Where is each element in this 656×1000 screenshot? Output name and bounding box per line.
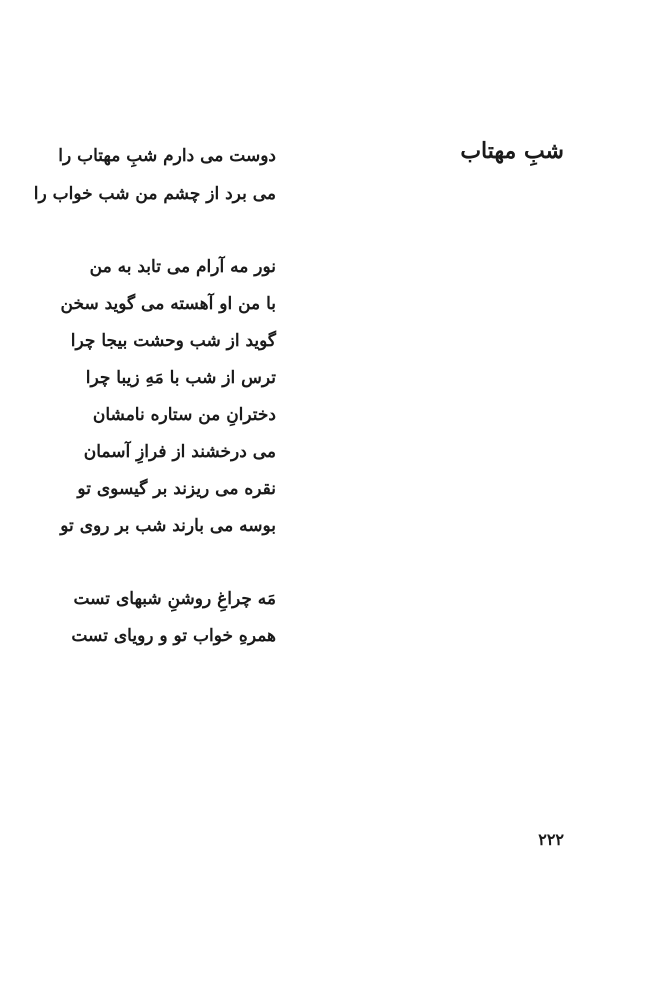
poem-line: می درخشند از فرازِ آسمان	[83, 442, 276, 462]
poem-line: می برد از چشم من شب خواب را	[33, 184, 276, 204]
poem-line: همرهِ خواب تو و رویای تست	[71, 626, 276, 646]
poem-line: گوید از شب وحشت بیجا چرا	[70, 331, 276, 351]
poem-line: با من او آهسته می گوید سخن	[60, 294, 276, 314]
poem-line: بوسه می بارند شب بر روی تو	[60, 516, 276, 536]
poem-line: نور مه آرام می تابد به من	[89, 257, 276, 277]
poem-title: شبِ مهتاب	[460, 138, 564, 164]
poem-line: ترس از شب با مَهِ زیبا چرا	[85, 368, 276, 388]
poem-line: نقره می ریزند بر گیسوی تو	[77, 479, 276, 499]
poem-line: دوست می دارم شبِ مهتاب را	[58, 146, 276, 166]
page-number: ۲۲۲	[538, 830, 564, 849]
poem-line: دخترانِ من ستاره نامشان	[92, 405, 276, 425]
poem-line: مَه چراغِ روشنِ شبهای تست	[73, 589, 276, 609]
